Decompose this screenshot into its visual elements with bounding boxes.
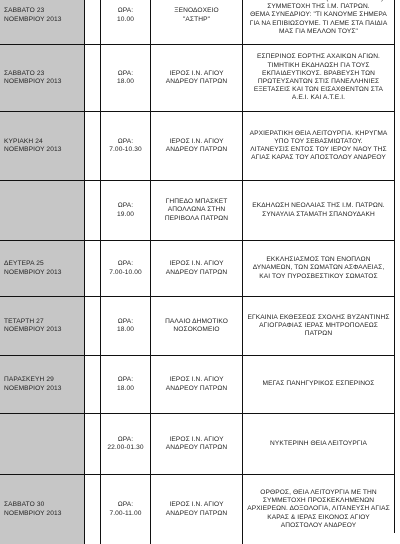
event-date-line: ΝΟΕΜΒΡΙΟΥ 2013 [4, 15, 62, 23]
event-venue-cell [150, 414, 242, 474]
event-description-line: ΕΓΚΑΙΝΙΑ ΕΚΘΕΣΕΩΣ ΣΧΟΛΗΣ ΒΥΖΑΝΤΙΝΗΣ [247, 313, 390, 321]
event-venue-line: ΑΝΔΡΕΟΥ ΠΑΤΡΩΝ [165, 78, 228, 85]
event-description-line: ΚΑΡΑΣ & ΙΕΡΑΣ ΕΙΚΟΝΟΣ ΑΓΙΟΥ [267, 513, 370, 521]
event-venue-line: ΙΕΡΟΣ Ι.Ν. ΑΓΙΟΥ [169, 137, 224, 145]
event-description-line: ΚΑΙ ΤΟΥ ΠΥΡΟΣΒΕΣΤΙΚΟΥ ΣΩΜΑΤΟΣ [259, 272, 378, 280]
event-description-line: ΥΠΟ ΤΟΥ ΣΕΒΑΣΜΙΩΤΑΤΟΥ. [274, 137, 363, 145]
event-venue-line: ΞΕΝΟΔΟΧΕΙΟ [174, 7, 219, 15]
event-date-cell [0, 0, 84, 44]
event-venue-line: ΙΕΡΟΣ Ι.Ν. ΑΓΙΟΥ [169, 435, 224, 443]
event-date-line: ΝΟΕΜΒΡΙΟΥ 2013 [4, 146, 62, 153]
event-date-line: ΚΥΡΙΑΚΗ 24 [4, 137, 43, 145]
event-time-line: ΩΡΑ: [117, 69, 134, 77]
event-date-cell [0, 297, 84, 355]
event-date-line: ΝΟΕΜΒΡΙΟΥ 2013 [4, 509, 62, 517]
event-time-line: ΩΡΑ: [117, 260, 134, 268]
event-date-cell [0, 241, 84, 296]
event-date-line: ΝΟΕΜΒΡΙΟΥ 2013 [4, 326, 62, 333]
event-description-line: ΑΓΙΟΓΡΑΦΙΑΣ ΙΕΡΑΣ ΜΗΤΡΟΠΟΛΕΩΣ [259, 321, 378, 329]
spacer-cell [84, 0, 100, 44]
event-description-line: ΓΙΑ ΝΑ ΕΠΙΒΙΩΣΟΥΜΕ. ΤΙ ΛΕΜΕ ΣΤΑ ΠΑΙΔΙΑ [249, 19, 388, 27]
event-description-cell [242, 0, 394, 44]
event-row [0, 240, 394, 296]
event-time-cell [100, 241, 150, 296]
event-description-cell [242, 241, 394, 296]
spacer-cell [84, 356, 100, 413]
event-venue-cell [150, 112, 242, 180]
event-row [0, 44, 394, 111]
event-description-line: ΛΙΤΑΝΕΥΣΙΣ ΕΝΤΟΣ ΤΟΥ ΙΕΡΟΥ ΝΑΟΥ ΤΗΣ [250, 146, 387, 153]
event-row [0, 355, 394, 413]
event-venue-line: ΑΝΔΡΕΟΥ ΠΑΤΡΩΝ [165, 268, 228, 276]
event-time-line: 18.00 [116, 78, 134, 85]
event-venue-line: ΙΕΡΟΣ Ι.Ν. ΑΓΙΟΥ [169, 69, 224, 77]
event-description-cell [242, 414, 394, 474]
event-date-line: ΤΕΤΑΡΤΗ 27 [4, 317, 44, 325]
event-date-line: ΣΑΒΒΑΤΟ 23 [4, 7, 45, 15]
event-venue-cell [150, 241, 242, 296]
event-row [0, 0, 394, 44]
event-venue-line: ΓΗΠΕΔΟ ΜΠΑΣΚΕΤ [165, 198, 228, 206]
spacer-cell [84, 45, 100, 111]
event-time-line: ΩΡΑ: [117, 317, 134, 325]
event-date-cell [0, 112, 84, 180]
event-venue-cell [150, 297, 242, 355]
event-date-line: ΝΟΕΜΒΡΙΟΥ 2013 [4, 268, 62, 276]
event-date-cell [0, 356, 84, 413]
event-venue-cell [150, 475, 242, 544]
event-venue-line: ΠΑΛΑΙΟ ΔΗΜΟΤΙΚΟ [165, 317, 228, 325]
event-time-line: ΩΡΑ: [117, 137, 134, 145]
event-description-line: ΣΥΜΜΕΤΟΧΗ ΤΗΣ Ι.Μ. ΠΑΤΡΩΝ. [267, 3, 370, 11]
spacer-cell [84, 297, 100, 355]
event-date-line: ΣΑΒΒΑΤΟ 30 [4, 501, 45, 509]
event-time-cell [100, 0, 150, 44]
event-venue-cell [150, 45, 242, 111]
event-venue-line: ΝΟΣΟΚΟΜΕΙΟ [173, 326, 220, 333]
event-description-line: ΘΕΜΑ ΣΥΝΕΔΡΙΟΥ: "ΤΙ ΚΑΝΟΥΜΕ ΣΗΜΕΡΑ [250, 11, 387, 19]
event-description-cell [242, 112, 394, 180]
event-time-line: 10.00 [116, 15, 134, 23]
event-row [0, 296, 394, 355]
event-time-line: ΩΡΑ: [117, 501, 134, 509]
event-description-line: ΜΑΣ ΓΙΑ ΜΕΛΛΟΝ ΤΟΥΣ" [279, 27, 358, 35]
event-description-cell [242, 297, 394, 355]
event-time-line: 22.00-01.30 [107, 444, 144, 451]
event-venue-line: ΑΠΟΛΛΩΝΑ ΣΤΗΝ [167, 206, 226, 214]
event-date-line: ΔΕΥΤΕΡΑ 25 [4, 260, 44, 268]
event-venue-line: ΙΕΡΟΣ Ι.Ν. ΑΓΙΟΥ [169, 501, 224, 509]
event-description-cell [242, 475, 394, 544]
event-venue-line: ΑΝΔΡΕΟΥ ΠΑΤΡΩΝ [165, 444, 228, 451]
spacer-cell [84, 475, 100, 544]
event-time-line: 7.00-10.30 [109, 146, 142, 153]
event-description-line: ΜΕΓΑΣ ΠΑΝΗΓΥΡΙΚΟΣ ΕΣΠΕΡΙΝΟΣ [262, 380, 375, 388]
event-time-cell [100, 181, 150, 240]
event-venue-line: ΙΕΡΟΣ Ι.Ν. ΑΓΙΟΥ [169, 376, 224, 384]
event-venue-line: ΑΝΔΡΕΟΥ ΠΑΤΡΩΝ [165, 384, 228, 392]
event-description-line: ΟΡΘΡΟΣ, ΘΕΙΑ ΛΕΙΤΟΥΡΓΙΑ ΜΕ ΤΗΝ [260, 488, 377, 496]
event-date-cell [0, 414, 84, 474]
event-time-line: 7.00-10.00 [109, 268, 142, 276]
event-description-cell [242, 45, 394, 111]
event-description-line: ΕΣΠΕΡΙΝΟΣ ΕΟΡΤΗΣ ΑΧΑΙΚΩΝ ΑΓΙΩΝ. [257, 53, 380, 61]
event-time-line: ΩΡΑ: [117, 7, 134, 15]
event-time-cell [100, 475, 150, 544]
event-time-line: ΩΡΑ: [117, 435, 134, 443]
spacer-cell [84, 414, 100, 474]
spacer-cell [84, 112, 100, 180]
event-venue-cell [150, 356, 242, 413]
event-time-line: 7.00-11.00 [109, 509, 142, 517]
spacer-cell [84, 181, 100, 240]
event-description-line: ΑΠΟΣΤΟΛΟΥ ΑΝΔΡΕΟΥ [280, 521, 357, 529]
event-venue-cell [150, 0, 242, 44]
event-description-line: ΕΞΕΤΑΣΕΙΣ ΚΑΙ ΤΩΝ ΕΙΣΑΧΘΕΝΤΩΝ ΣΤΑ [253, 86, 384, 94]
event-description-line: ΤΙΜΗΤΙΚΗ ΕΚΔΗΛΩΣΗ ΓΙΑ ΤΟΥΣ [267, 61, 370, 69]
event-description-line: ΕΚΔΗΛΩΣΗ ΝΕΟΛΑΙΑΣ ΤΗΣ Ι.Μ. ΠΑΤΡΩΝ. [252, 202, 385, 210]
event-description-line: ΑΡΧΙΕΡΑΤΙΚΗ ΘΕΙΑ ΛΕΙΤΟΥΡΓΙΑ. ΚΗΡΥΓΜΑ [249, 129, 388, 137]
event-description-line: ΔΥΝΑΜΕΩΝ, ΤΩΝ ΣΩΜΑΤΩΝ ΑΣΦΑΛΕΙΑΣ, [252, 264, 385, 272]
event-description-line: ΠΡΩΤΕΥΣΑΝΤΩΝ ΣΤΙΣ ΠΑΝΕΛΛΗΝΙΕΣ [257, 78, 380, 85]
event-venue-line: "ΑΣΤΗΡ" [182, 15, 211, 23]
event-row [0, 413, 394, 474]
event-date-line: ΝΟΕΜΒΡΙΟΥ 2013 [4, 78, 62, 85]
event-description-line: ΠΑΤΡΩΝ [304, 330, 333, 338]
event-date-line: ΠΑΡΑΣΚΕΥΗ 29 [4, 376, 54, 384]
event-row [0, 474, 394, 544]
event-venue-line: ΑΝΔΡΕΟΥ ΠΑΤΡΩΝ [165, 509, 228, 517]
event-date-cell [0, 45, 84, 111]
event-description-line: ΣΥΝΑΥΛΙΑ ΣΤΑΜΑΤΗ ΣΠΑΝΟΥΔΑΚΗ [262, 210, 375, 218]
event-venue-line: ΙΕΡΟΣ Ι.Ν. ΑΓΙΟΥ [169, 260, 224, 268]
event-description-line: ΑΡΧΙΕΡΕΩΝ. ΔΟΞΟΛΟΓΙΑ, ΛΙΤΑΝΕΥΣΗ ΑΓΙΑΣ [247, 505, 390, 513]
event-time-line: 19.00 [116, 210, 134, 218]
event-description-line: Α.Ε.Ι. ΚΑΙ Α.Τ.Ε.Ι. [291, 94, 346, 102]
event-date-cell [0, 475, 84, 544]
event-date-line: ΣΑΒΒΑΤΟ 23 [4, 69, 45, 77]
event-description-line: ΕΚΚΛΗΣΙΑΣΜΟΣ ΤΩΝ ΕΝΟΠΛΩΝ [266, 256, 371, 264]
event-row [0, 111, 394, 180]
event-description-cell [242, 356, 394, 413]
event-time-cell [100, 112, 150, 180]
event-venue-cell [150, 181, 242, 240]
event-date-line: ΝΟΕΜΒΡΙΟΥ 2013 [4, 384, 62, 392]
event-venue-line: ΠΕΡΙΒΟΛΑ ΠΑΤΡΩΝ [164, 214, 229, 222]
event-time-cell [100, 414, 150, 474]
event-time-line: ΩΡΑ: [117, 376, 134, 384]
event-time-cell [100, 356, 150, 413]
event-time-line: 18.00 [116, 326, 134, 333]
event-description-line: ΣΥΜΜΕΤΟΧΗ ΠΡΟΣΚΕΚΛΗΜΕΝΩΝ [262, 497, 375, 505]
event-row [0, 180, 394, 240]
event-venue-line: ΑΝΔΡΕΟΥ ΠΑΤΡΩΝ [165, 146, 228, 153]
event-time-cell [100, 297, 150, 355]
event-time-line: 18.00 [116, 384, 134, 392]
event-description-line: ΕΚΠΑΙΔΕΥΤΙΚΟΥΣ. ΒΡΑΒΕΥΣΗ ΤΩΝ [262, 69, 375, 77]
event-description-cell [242, 181, 394, 240]
event-description-line: ΑΓΙΑΣ ΚΑΡΑΣ ΤΟΥ ΑΠΟΣΤΟΛΟΥ ΑΝΔΡΕΟΥ [251, 154, 386, 162]
event-time-line: ΩΡΑ: [117, 202, 134, 210]
event-description-line: ΝΥΚΤΕΡΙΝΗ ΘΕΙΑ ΛΕΙΤΟΥΡΓΙΑ [269, 439, 368, 447]
event-time-cell [100, 45, 150, 111]
event-date-cell [0, 181, 84, 240]
spacer-cell [84, 241, 100, 296]
